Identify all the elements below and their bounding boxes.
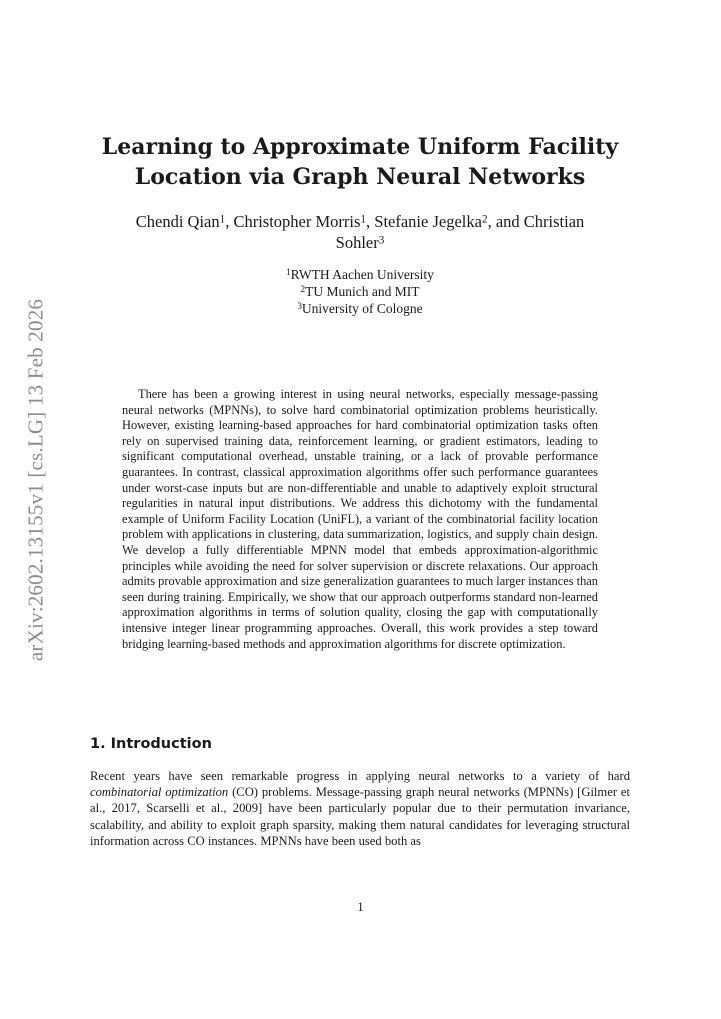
- author-first-name: Christian: [523, 212, 585, 231]
- page-number: 1: [357, 900, 364, 914]
- paper-title-line-1: Learning to Approximate Uniform Facility: [101, 134, 619, 160]
- affiliation-number: 2: [300, 284, 306, 295]
- author-separator: ,: [366, 212, 375, 231]
- author-line-1: [90, 211, 630, 232]
- affiliation-number: 1: [286, 267, 291, 278]
- author-line-2: [90, 232, 630, 253]
- author-separator: ,: [225, 212, 234, 231]
- affiliation-item: [200, 300, 520, 317]
- introduction-paragraph: [90, 768, 630, 849]
- author-affiliation-mark: 3: [378, 234, 385, 247]
- affiliation-item: [200, 283, 520, 300]
- paper-title-line-2: Location via Graph Neural Networks: [134, 164, 586, 190]
- paper-title: [60, 132, 660, 192]
- author-affiliation-mark: 1: [360, 213, 367, 226]
- arxiv-identifier-stamp: arXiv:2602.13155v1 [cs.LG] 13 Feb 2026: [23, 298, 48, 662]
- author-separator: , and: [487, 212, 524, 231]
- affiliation-number: 3: [297, 301, 302, 312]
- affiliation-item: [200, 266, 520, 283]
- author-name: Chendi Qian: [135, 212, 220, 231]
- abstract-paragraph: There has been a growing interest in using neural networks, especially message-passing neural networks (MPNNs), to solve hard combinatorial optimization problems heuristically. However, existing learning-based approaches for hard combinatorial optimization tasks often rely on supervised training data, reinforcement learning, or gradient estimators, leading to significant computational overhead, unstable training, or a lack of provable performance guarantees. In contrast, classical approximation algorithms offer such performance guarantees under worst-case inputs but are non-differentiable and unable to adaptively exploit structural regularities in natural input distributions. We address this dichotomy with the fundamental example of Uniform Facility Location (UniFL), a variant of the combinatorial facility location problem with applications in clustering, data summarization, logistics, and supply chain design. We develop a fully differentiable MPNN model that embeds approximation-algorithmic principles while avoiding the need for solver supervision or discrete relaxations. Our approach admits provable approximation and size generalization guarantees to much larger instances than seen during training. Empirically, we show that our approach outperforms standard non-learned approximation algorithms in terms of solution quality, closing the gap with computationally intensive integer linear programming approaches. Overall, this work provides a step toward bridging learning-based methods and approximation algorithms for discrete optimization.: [122, 387, 598, 651]
- affiliation-name: RWTH Aachen University: [290, 267, 434, 282]
- affiliation-list: [200, 266, 520, 317]
- author-list: [90, 211, 630, 253]
- author-last-name: Sohler: [335, 233, 379, 252]
- intro-text-start: Recent years have seen remarkable progress in applying neural networks to a variety of hard: [90, 769, 630, 783]
- intro-text-rest: (CO) problems. Message-passing graph neural networks (MPNNs) [Gilmer et al., 2017, Scarselli et al., 2009] have been particularly popular due to their permutation invariance, scalability, and ability to exploit graph sparsity, making them natural candidates for leveraging structural information across CO instances. MPNNs have been used both as: [90, 785, 630, 848]
- affiliation-name: TU Munich and MIT: [305, 284, 420, 299]
- author-affiliation-mark: 1: [219, 213, 226, 226]
- author-affiliation-mark: 2: [481, 213, 488, 226]
- section-heading-introduction: 1. Introduction: [90, 736, 212, 752]
- affiliation-name: University of Cologne: [301, 301, 423, 316]
- intro-emphasis: combinatorial optimization: [90, 785, 229, 800]
- author-name: Christopher Morris: [233, 212, 361, 231]
- author-name: Stefanie Jegelka: [374, 212, 482, 231]
